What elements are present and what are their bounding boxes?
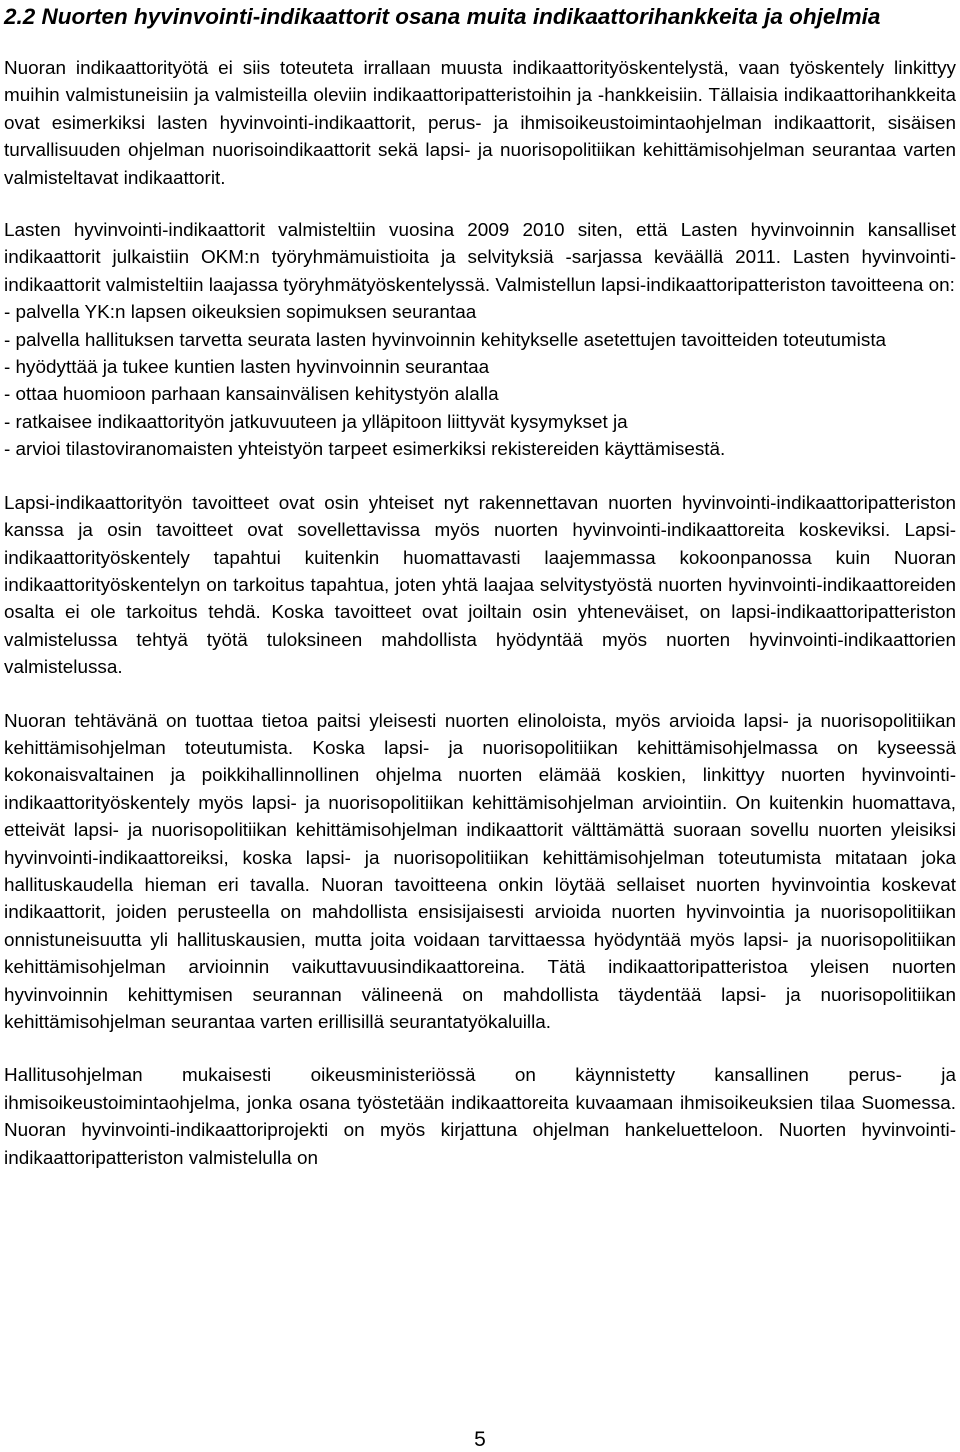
list-item: - ratkaisee indikaattorityön jatkuvuuteen ja ylläpitoon liittyvät kysymykset ja [4, 411, 628, 433]
paragraph-indicator-work: Nuoran indikaattorityötä ei siis toteuteta irrallaan muusta indikaattorityöskentelystä, vaan työskentely linkittyy muihin valmistuneisiin ja valmisteilla oleviin indikaattoripatteristoihin ja -hankkeisiin. Tällaisia indikaattorihankkeita ovat esimerkiksi lasten hyvinvointi-indikaattorit, perus- ja ihmisoikeustoimintaohjelman indikaattorit, sisäisen turvallisuuden ohjelman nuorisoindikaattorit sekä lapsi- ja nuorisopolitiikan kehittämisohjelman seurantaa varten valmisteltavat indikaattorit. [4, 58, 956, 189]
paragraph-government-programme: Hallitusohjelman mukaisesti oikeusministeriössä on käynnistetty kansallinen perus- ja ihmisoikeustoimintaohjelma, jonka osana työstetään indikaattoreita kuvaamaan ihmisoikeuksien tilaa Suomessa. Nuoran hyvinvointi-indikaattoriprojekti on myös kirjattuna ohjelman hankeluetteloon. Nuorten hyvinvointi-indikaattoripatteriston valmistelulla on [4, 1065, 956, 1169]
page-number: 5 [474, 1428, 486, 1451]
paragraph-child-indicators: Lasten hyvinvointi-indikaattorit valmisteltiin vuosina 2009 2010 siten, että Lasten hyvinvoinnin kansalliset indikaattorit julkaistiin OKM:n työryhmämuistioita ja selvityksiä -sarjassa keväällä 2011. Lasten hyvinvointi-indikaattorit valmisteltiin laajassa työryhmätyöskentelyssä. Valmistellun lapsi-indikaattoripatteriston tavoitteena on: [4, 220, 956, 296]
section-heading: 2.2 Nuorten hyvinvointi-indikaattorit osana muita indikaattorihankkeita ja ohjelmia [4, 4, 881, 29]
document-page [4, 0, 956, 1172]
paragraph-shared-goals: Lapsi-indikaattorityön tavoitteet ovat osin yhteiset nyt rakennettavan nuorten hyvinvointi-indikaattoripatteriston kanssa ja osin tavoitteet ovat sovellettavissa myös nuorten hyvinvointi-indikaattoreita koskeviksi. Lapsi-indikaattorityöskentely tapahtui kuitenkin huomattavasti laajemmassa kokoonpanossa kuin Nuoran indikaattorityöskentelyn on tarkoitus tapahtua, joten yhtä laajaa selvitystyöstä nuorten hyvinvointi-indikaattoreiden osalta ei ole tarkoitus tehdä. Koska tavoitteet ovat joiltain osin yhteneväiset, on lapsi-indikaattoripatteriston valmistelussa tehtyä työtä tuloksineen mahdollista hyödyntää myös nuorten hyvinvointi-indikaattorien valmistelussa. [4, 492, 956, 679]
list-item: - arvioi tilastoviranomaisten yhteistyön tarpeet esimerkiksi rekistereiden käyttämisestä. [4, 439, 726, 461]
list-item: - palvella hallituksen tarvetta seurata lasten hyvinvoinnin kehitykselle asetettujen tavoitteiden toteutumista [4, 329, 887, 351]
paragraph-nuora-task: Nuoran tehtävänä on tuottaa tietoa paitsi yleisesti nuorten elinoloista, myös arvioida lapsi- ja nuorisopolitiikan kehittämisohjelman toteutumista. Koska lapsi- ja nuorisopolitiikan kehittämisohjelmassa on kyseessä kokonaisvaltainen ja poikkihallinnollinen ohjelma nuorten elämää koskien, linkittyy nuorten hyvinvointi-indikaattorityöskentely myös lapsi- ja nuorisopolitiikan kehittämisohjelman arviointiin. On kuitenkin huomattava, etteivät lapsi- ja nuorisopolitiikan kehittämisohjelman indikaattorit välttämättä suoraan sovellu nuorten yleisiksi hyvinvointi-indikaattoreiksi, koska lapsi- ja nuorisopolitiikan kehittämisohjelman toteutumista mitataan joka hallituskaudella hieman eri tavalla. Nuoran tavoitteena onkin löytää sellaiset nuorten hyvinvointia koskevat indikaattorit, joiden perusteella on mahdollista ensisijaisesti arvioida nuorten hyvinvointia ja nuorisopolitiikan onnistuneisuutta yli hallituskausien, mutta joita voidaan tarvittaessa hyödyntää myös lapsi- ja nuorisopolitiikan kehittämisohjelman arvioinnin vaikuttavuusindikaattoreina. Tätä indikaattoripatteristoa yleisen nuorten hyvinvoinnin kehittymisen seurannan välineenä on mahdollista täydentää lapsi- ja nuorisopolitiikan kehittämisohjelman seurantaa varten erillisillä seurantatyökaluilla. [4, 710, 956, 1033]
paragraph-child-indicators-block [4, 217, 956, 464]
list-item: - palvella YK:n lapsen oikeuksien sopimuksen seurantaa [4, 302, 477, 324]
goals-list [4, 299, 956, 463]
list-item: - ottaa huomioon parhaan kansainvälisen kehitystyön alalla [4, 384, 499, 406]
list-item: - hyödyttää ja tukee kuntien lasten hyvinvoinnin seurantaa [4, 357, 490, 379]
